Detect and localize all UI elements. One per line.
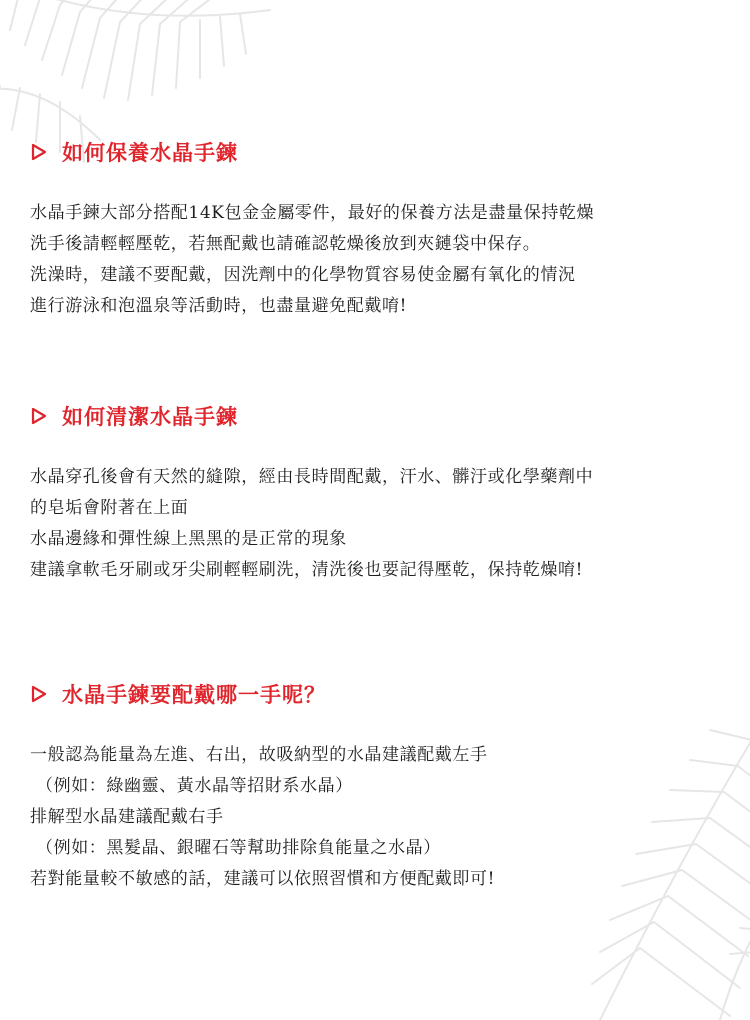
body-line: 一般認為能量為左進、右出，故吸納型的水晶建議配戴左手 [30, 745, 488, 765]
body-line: 洗手後請輕輕壓乾，若無配戴也請確認乾燥後放到夾鏈袋中保存。 [30, 234, 541, 254]
section-heading [30, 134, 742, 170]
triangle-outline-right-icon [30, 685, 48, 703]
body-line: 的皂垢會附著在上面 [30, 498, 189, 518]
triangle-outline-right-icon [30, 407, 48, 425]
section-heading [30, 398, 742, 434]
section-body [30, 740, 742, 895]
triangle-outline-right-icon [30, 143, 48, 161]
cleaning-section [30, 398, 742, 586]
section-heading [30, 676, 742, 712]
example-line: （例如：綠幽靈、黃水晶等招財系水晶） [36, 776, 353, 796]
body-line: 進行游泳和泡溫泉等活動時，也盡量避免配戴唷! [30, 296, 408, 316]
body-line: 水晶穿孔後會有天然的縫隙，經由長時間配戴，汗水、髒汙或化學藥劑中 [30, 467, 594, 487]
body-line: 若對能量較不敏感的話，建議可以依照習慣和方便配戴即可! [30, 869, 496, 889]
body-line: 水晶邊緣和彈性線上黑黑的是正常的現象 [30, 529, 347, 549]
body-line: 水晶手鍊大部分搭配14K包金金屬零件，最好的保養方法是盡量保持乾燥 [30, 203, 595, 223]
body-line: 建議拿軟毛牙刷或牙尖刷輕輕刷洗，清洗後也要記得壓乾，保持乾燥唷! [30, 560, 584, 580]
example-line: （例如：黑髮晶、銀曜石等幫助排除負能量之水晶） [36, 838, 441, 858]
body-line: 洗澡時，建議不要配戴，因洗劑中的化學物質容易使金屬有氧化的情況 [30, 265, 576, 285]
body-line: 排解型水晶建議配戴右手 [30, 807, 224, 827]
section-title: 水晶手鍊要配戴哪一手呢？ [62, 682, 326, 707]
section-body [30, 198, 742, 322]
care-section [30, 134, 742, 322]
which-hand-section [30, 676, 742, 895]
section-title: 如何清潔水晶手鍊 [62, 404, 238, 429]
section-body [30, 462, 742, 586]
section-title: 如何保養水晶手鍊 [62, 140, 238, 165]
